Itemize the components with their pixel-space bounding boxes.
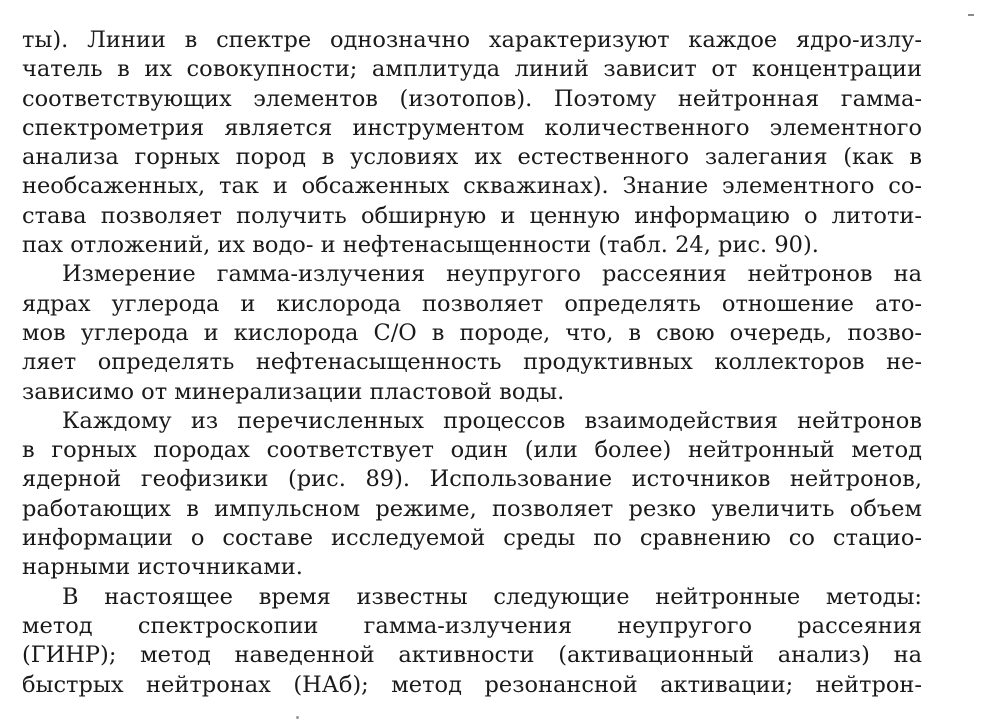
text-line: (ГИНР); метод наведенной активности (активационный анализ) на	[22, 642, 922, 669]
text-line: быстрых нейтронах (НАб); метод резонансной активации; нейтрон-	[22, 671, 922, 698]
text-line: ядерной геофизики (рис. 89). Использование источников нейтронов,	[22, 466, 922, 493]
paragraph-first-line: В настоящее время известны следующие нейтронные методы:	[62, 583, 922, 610]
scan-edge-mark	[968, 14, 974, 16]
text-line: мов углерода и кислорода С/О в породе, что, в свою очередь, позво-	[22, 319, 922, 346]
text-line: соответствующих элементов (изотопов). Поэтому нейтронная гамма-	[22, 85, 922, 112]
text-line: необсаженных, так и обсаженных скважинах). Знание элементного со-	[22, 173, 922, 200]
text-line: чатель в их совокупности; амплитуда линий зависит от концентрации	[22, 56, 922, 83]
text-line: информации о составе исследуемой среды по сравнению со стацио-	[22, 525, 922, 552]
text-line: нарными источниками.	[22, 554, 303, 581]
text-line: ядрах углерода и кислорода позволяет определять отношение ато-	[22, 290, 922, 317]
text-line: метод спектроскопии гамма-излучения неупругого рассеяния	[22, 612, 922, 639]
text-line: пах отложений, их водо- и нефтенасыщенности (табл. 24, рис. 90).	[22, 232, 819, 259]
text-line: работающих в импульсном режиме, позволяет резко увеличить объем	[22, 495, 922, 522]
text-line: в горных породах соответствует один (или более) нейтронный метод	[22, 437, 922, 464]
text-line: спектрометрия является инструментом количественного элементного	[22, 114, 922, 141]
body-text	[22, 26, 922, 700]
scan-speck	[296, 716, 299, 719]
paragraph-first-line: Измерение гамма-излучения неупругого рассеяния нейтронов на	[62, 261, 922, 288]
text-line: ляет определять нефтенасыщенность продуктивных коллекторов не-	[22, 349, 922, 376]
paragraph-first-line: Каждому из перечисленных процессов взаимодействия нейтронов	[62, 407, 922, 434]
text-line: зависимо от минерализации пластовой воды.	[22, 378, 565, 405]
text-line: става позволяет получить обширную и ценную информацию о литоти-	[22, 202, 922, 229]
text-line: анализа горных пород в условиях их естественного залегания (как в	[22, 144, 922, 171]
text-line: ты). Линии в спектре однозначно характеризуют каждое ядро-излу-	[22, 27, 922, 53]
